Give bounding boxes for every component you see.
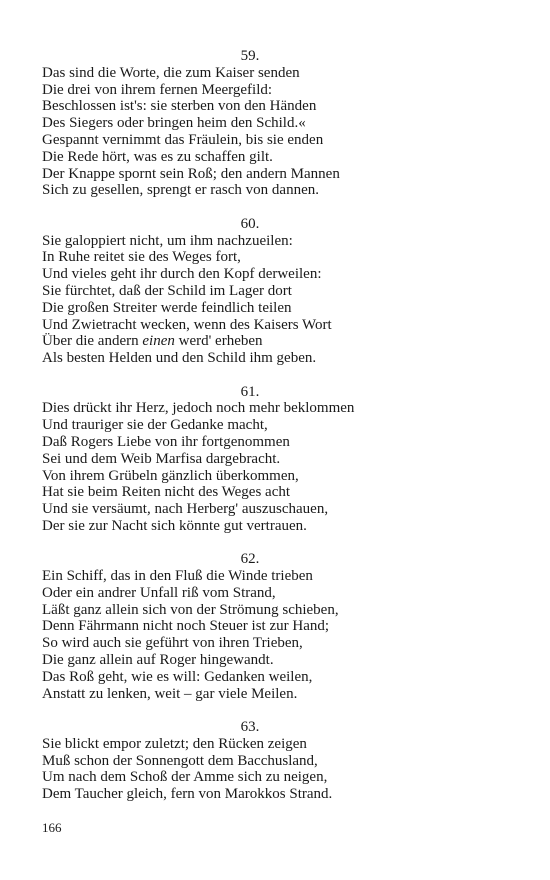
verse-line: Ein Schiff, das in den Fluß die Winde trieben xyxy=(42,568,313,585)
verse-text: werd' erheben xyxy=(174,333,263,350)
verse-line: Und trauriger sie der Gedanke macht, xyxy=(42,417,268,434)
verse-line: Als besten Helden und den Schild ihm geben. xyxy=(42,350,317,367)
verse-line: Gespannt vernimmt das Fräulein, bis sie enden xyxy=(42,131,324,148)
verse-line: Die großen Streiter werde feindlich teilen xyxy=(42,299,292,316)
verse-line: Das Roß geht, wie es will: Gedanken weilen, xyxy=(42,668,313,685)
verse-line: Um nach dem Schoß der Amme sich zu neigen, xyxy=(42,769,328,786)
verse-line: Die Rede hört, was es zu schaffen gilt. xyxy=(42,148,273,165)
stanza-number: 60. xyxy=(240,215,260,232)
page-number: 166 xyxy=(42,820,62,835)
verse-line: In Ruhe reitet sie des Weges fort, xyxy=(42,249,241,266)
verse-line: Und Zwietracht wecken, wenn des Kaisers Wort xyxy=(42,316,332,333)
verse-line: Die drei von ihrem fernen Meergefild: xyxy=(42,81,273,98)
verse-line: Der sie zur Nacht sich könnte gut vertrauen. xyxy=(42,517,307,534)
verse-line: Läßt ganz allein sich von der Strömung schieben, xyxy=(42,601,339,618)
stanza xyxy=(42,48,462,199)
verse-line: Der Knappe spornt sein Roß; den andern Mannen xyxy=(42,165,340,182)
verse-line: So wird auch sie geführt von ihren Trieben, xyxy=(42,635,303,652)
verse-line: Und vieles geht ihr durch den Kopf derweilen: xyxy=(42,266,322,283)
verse-line: Daß Rogers Liebe von ihr fortgenommen xyxy=(42,433,290,450)
stanza-number: 61. xyxy=(240,383,260,400)
verse-line: Sei und dem Weib Marfisa dargebracht. xyxy=(42,450,281,467)
verse-line: Oder ein andrer Unfall riß vom Strand, xyxy=(42,584,276,601)
verse-line: Denn Fährmann nicht noch Steuer ist zur Hand; xyxy=(42,618,330,635)
verse-line xyxy=(42,333,462,350)
stanza-number: 63. xyxy=(240,719,260,736)
verse-line: Die ganz allein auf Roger hingewandt. xyxy=(42,652,274,669)
verse-line: Sie fürchtet, daß der Schild im Lager dort xyxy=(42,282,292,299)
verse-line: Anstatt zu lenken, weit – gar viele Meilen. xyxy=(42,685,298,702)
stanza xyxy=(42,551,462,702)
verse-line: Von ihrem Grübeln gänzlich überkommen, xyxy=(42,467,299,484)
verse-line: Beschlossen ist's: sie sterben von den Händen xyxy=(42,98,317,115)
poem-body xyxy=(42,48,462,820)
verse-text: Über die andern xyxy=(42,333,143,350)
verse-line: Sich zu gesellen, sprengt er rasch von dannen. xyxy=(42,182,319,199)
verse-line: Dies drückt ihr Herz, jedoch noch mehr beklommen xyxy=(42,400,355,417)
verse-line: Muß schon der Sonnengott dem Bacchusland, xyxy=(42,752,318,769)
verse-line: Dem Taucher gleich, fern von Marokkos Strand. xyxy=(42,786,333,803)
verse-line: Des Siegers oder bringen heim den Schild.« xyxy=(42,115,306,132)
verse-line: Hat sie beim Reiten nicht des Weges acht xyxy=(42,484,291,501)
emphasized-word: einen xyxy=(142,333,175,350)
stanza-number: 59. xyxy=(240,48,260,64)
verse-line: Und sie versäumt, nach Herberg' auszuschauen, xyxy=(42,501,329,518)
verse-line: Das sind die Worte, die zum Kaiser senden xyxy=(42,64,300,81)
stanza xyxy=(42,216,462,367)
stanza xyxy=(42,384,462,535)
stanza xyxy=(42,719,462,803)
verse-line: Sie galoppiert nicht, um ihm nachzueilen: xyxy=(42,232,293,249)
verse-line: Sie blickt empor zuletzt; den Rücken zeigen xyxy=(42,735,307,752)
stanza-number: 62. xyxy=(240,551,260,568)
